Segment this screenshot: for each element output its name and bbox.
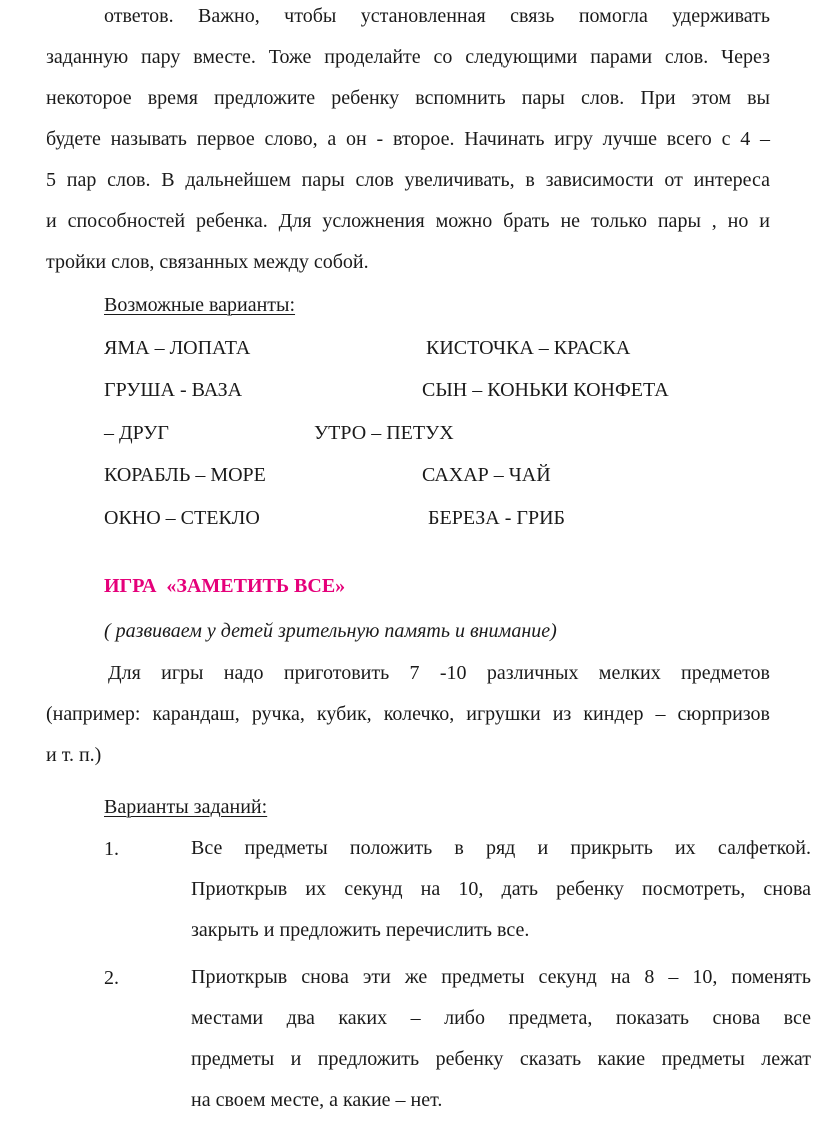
word-pair-row1-right: КИСТОЧКА – КРАСКА xyxy=(426,337,631,359)
word-pair-row5-right: БЕРЕЗА - ГРИБ xyxy=(428,507,566,529)
game-title: ИГРА «ЗАМЕТИТЬ ВСЕ» xyxy=(104,575,346,597)
task-2-line-2: местами два каких – либо предмета, показать снова все xyxy=(191,1007,811,1029)
task-2-text xyxy=(191,957,811,1121)
game-subtitle: ( развиваем у детей зрительную память и внимание) xyxy=(104,620,557,642)
game-intro-paragraph xyxy=(46,653,770,776)
task-2-line-1: Приоткрыв снова эти же предметы секунд на 8 – 10, поменять xyxy=(191,966,811,988)
intro-line-4: будете называть первое слово, а он - второе. Начинать игру лучше всего с 4 – xyxy=(46,128,770,150)
tasks-heading: Варианты заданий: xyxy=(104,796,268,818)
intro-paragraph xyxy=(46,0,770,283)
intro-line-7: тройки слов, связанных между собой. xyxy=(46,251,369,273)
intro-line-3: некоторое время предложите ребенку вспомнить пары слов. При этом вы xyxy=(46,87,770,109)
intro-line-5: 5 пар слов. В дальнейшем пары слов увеличивать, в зависимости от интереса xyxy=(46,169,770,191)
task-1-line-3: закрыть и предложить перечислить все. xyxy=(191,919,530,941)
task-1-text xyxy=(191,828,811,951)
intro-line-2: заданную пару вместе. Тоже проделайте со следующими парами слов. Через xyxy=(46,46,770,68)
task-2-line-4: на своем месте, а какие – нет. xyxy=(191,1089,443,1111)
game-intro-line-2: (например: карандаш, ручка, кубик, колечко, игрушки из киндер – сюрпризов xyxy=(46,703,770,725)
task-1-line-2: Приоткрыв их секунд на 10, дать ребенку посмотреть, снова xyxy=(191,878,811,900)
task-1-line-1: Все предметы положить в ряд и прикрыть их салфеткой. xyxy=(191,837,811,859)
intro-line-6: и способностей ребенка. Для усложнения можно брать не только пары , но и xyxy=(46,210,770,232)
task-1-number: 1. xyxy=(104,838,119,860)
task-2-number: 2. xyxy=(104,967,119,989)
word-pair-row3-right: УТРО – ПЕТУХ xyxy=(314,422,454,444)
word-pair-row3-left: – ДРУГ xyxy=(104,422,169,444)
variants-heading: Возможные варианты: xyxy=(104,294,296,316)
game-intro-line-3: и т. п.) xyxy=(46,744,102,766)
word-pair-row2-right: СЫН – КОНЬКИ КОНФЕТА xyxy=(422,379,669,401)
word-pair-row4-left: КОРАБЛЬ – МОРЕ xyxy=(104,464,266,486)
intro-line-1: ответов. Важно, чтобы установленная связь помогла удерживать xyxy=(104,5,770,27)
word-pair-row2-left: ГРУША - ВАЗА xyxy=(104,379,243,401)
game-intro-line-1: Для игры надо приготовить 7 -10 различных мелких предметов xyxy=(108,662,770,684)
word-pair-row1-left: ЯМА – ЛОПАТА xyxy=(104,337,251,359)
word-pair-row5-left: ОКНО – СТЕКЛО xyxy=(104,507,260,529)
word-pair-row4-right: САХАР – ЧАЙ xyxy=(422,464,551,486)
task-2-line-3: предметы и предложить ребенку сказать какие предметы лежат xyxy=(191,1048,811,1070)
